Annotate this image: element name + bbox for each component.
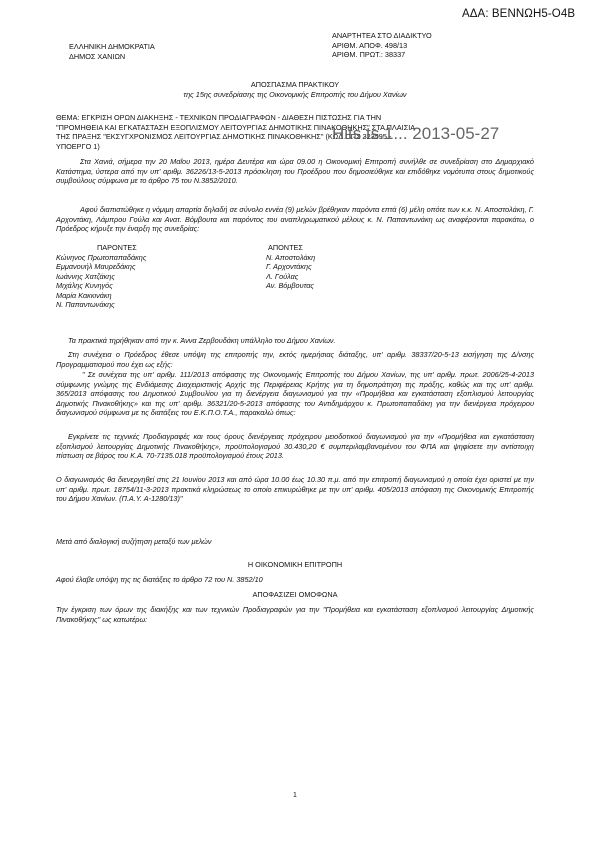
session-line: της 15ης συνεδρίασης της Οικονομικής Επιτροπής του Δήμου Χανίων bbox=[183, 90, 407, 99]
minutes-keeper: Τα πρακτικά τηρήθηκαν από την κ. Άννα Ζερβουδάκη υπάλληλο του Δήμου Χανίων. bbox=[68, 336, 336, 345]
decision-heading: ΑΠΟΦΑΣΙΖΕΙ ΟΜΟΦΩΝΑ bbox=[252, 590, 338, 599]
proposal-intro: Στη συνέχεια ο Πρόεδρος έθεσε υπόψη της επιτροπής την, εκτός ημερήσιας διάταξης, υπ' αριθμ. 38337/20-5-13 εισήγηση της Δ/νσης Προγραμματισμού που έχει ως εξής: bbox=[56, 350, 534, 369]
list-item: Μαρία Κακκινάκη bbox=[56, 290, 112, 300]
proposal-request: Εγκρίνετε τις τεχνικές Προδιαγραφές και τους όρους διενέργειας πρόχειρου μειοδοτικού διαγωνισμού για την «Προμήθεια και εγκατάσταση εξοπλισμού λειτουργίας Δημοτικής Πινακοθήκης», προϋπολογισμού 30.430,20 € συμπεριλαμβανομένου του ΦΠΑ και ψηφίσετε την αντίστοιχη πίστωση σε βάρος του Κ.Α. 70-7135.018 προϋπολογισμού έτους 2013. bbox=[56, 432, 534, 461]
list-item: Κώνηνος Πρωτοπαπαδάκης bbox=[56, 253, 147, 262]
digital-stamp: Hits.ts.1... 2013-05-27 bbox=[332, 124, 500, 143]
paragraph-quorum: Αφού διαπιστώθηκε η νόμιμη απαρτία δηλαδή σε σύνολο εννέα (9) μελών βρέθηκαν παρόντα επτά (6) μέλη οπότε των κ.κ. Ν. Αποστολάκη, Γ. Αρχοντάκη, Λάμπρου Γούλα και Ανατ. Βόμβουτα και παρόντος του αναπληρωματικού μέλους κ. Ν. Παπαντωνάκη ως αναφέρονται παρακάτω, ο Πρόεδρος κήρυξε την έναρξη της συνεδρίας: bbox=[56, 205, 534, 234]
list-item: Ν. Παπαντωνάκης bbox=[56, 300, 115, 310]
page-number: 1 bbox=[293, 792, 297, 799]
ada-code: ΑΔΑ: ΒΕΝΝΩΗ5-Ο4Β bbox=[462, 8, 576, 20]
list-item: Αν. Βόμβουτας bbox=[266, 281, 314, 291]
decision-number: ΑΡΙΘΜ. ΑΠΟΦ. 498/13 bbox=[332, 40, 408, 50]
stamp-overlay bbox=[0, 124, 595, 150]
list-item: Εμμανουήλ Μαυρεδάκης bbox=[56, 262, 136, 272]
issuer-line: ΕΛΛΗΝΙΚΗ ΔΗΜΟΚΡΑΤΙΑ bbox=[69, 42, 155, 51]
absent-heading: ΑΠΟΝΤΕΣ bbox=[268, 243, 303, 252]
present-heading: ΠΑΡΟΝΤΕΣ bbox=[97, 243, 137, 252]
committee-heading: Η ΟΙΚΟΝΟΜΙΚΗ ΕΠΙΤΡΟΠΗ bbox=[247, 560, 343, 569]
list-item: Λ. Γούλας bbox=[266, 271, 299, 281]
absent-list bbox=[266, 253, 315, 291]
subject-line: ΤΗΣ ΠΡΑΞΗΣ "ΕΚΣΥΓΧΡΟΝΙΣΜΟΣ ΛΕΙΤΟΥΡΓΙΑΣ ΔΗΜΟΤΙΚΗΣ ΠΙΝΑΚΟΘΗΚΗΣ" (ΚΩΔ.ΟΠΣ 323595 - bbox=[56, 132, 392, 141]
paragraph-opening: Στα Χανιά, σήμερα την 20 Μαΐου 2013, ημέρα Δευτέρα και ώρα 09.00 η Οικονομική Επιτροπή συνήλθε σε συνεδρίαση στο Δημαρχιακό Κατάστημα, ύστερα από την υπ' αριθμ. 36226/13-5-2013 πρόσκληση του Προέδρου που δημοσιεύθηκε και επιδόθηκε νομότυπα στους δημοτικούς συμβούλους σύμφωνα με το άρθρο 75 του Ν.3852/2010. bbox=[56, 157, 534, 186]
legal-basis: Αφού έλαβε υπόψη της τις διατάξεις το άρθρο 72 του Ν. 3852/10 bbox=[56, 575, 263, 584]
protocol-number: ΑΡΙΘΜ. ΠΡΩΤ.: 38337 bbox=[332, 50, 406, 59]
list-item: Ιωάννης Χατζάκης bbox=[56, 271, 115, 281]
list-item: Γ. Αρχοντάκης bbox=[266, 262, 312, 272]
decision-text: Την έγκριση των όρων της διακήξης και των τεχνικών Προδιαγραφών για την "Προμήθεια και εγκατάσταση εξοπλισμού λειτουργίας Δημοτικής Πινακοθήκης" ως κατωτέρω: bbox=[56, 605, 534, 624]
list-item: Μιχάλης Κυνηγός bbox=[56, 281, 113, 291]
publication-note: ΑΝΑΡΤΗΤΕΑ ΣΤΟ ΔΙΑΔΙΚΤΥΟ bbox=[332, 31, 432, 40]
reference-block bbox=[332, 31, 432, 60]
extract-title: ΑΠΟΣΠΑΣΜΑ ΠΡΑΚΤΙΚΟΥ bbox=[250, 80, 340, 89]
subject-line: ΘΕΜΑ: ΕΓΚΡΙΣΗ ΟΡΩΝ ΔΙΑΚΗΞΗΣ - ΤΕΧΝΙΚΩΝ ΠΡΟΔΙΑΓΡΑΦΩΝ - ΔΙΑΘΕΣΗ ΠΙΣΤΩΣΗΣ ΓΙΑ ΤΗΝ bbox=[56, 113, 382, 122]
subject-line: ΥΠΟΕΡΓΟ 1) bbox=[56, 141, 100, 151]
proposal-background: " Σε συνέχεια της υπ' αριθμ. 111/2013 απόφασης της Οικονομικής Επιτροπής του Δήμου Χανίων, της υπ' αριθμ. πρωτ. 2006/25-4-2013 σύμφωνης γνώμης της Ενδιάμεσης Διαχειριστικής Αρχής της Περιφέρειας Κρήτης για τη δημοπράτηση της πράξης, καθώς και της υπ' αριθμ. 365/2013 απόφασης του Δημοτικού Συμβουλίου για τη διενέργεια διαγωνισμού για την «Προμήθεια και εγκατάσταση εξοπλισμού λειτουργίας Δημοτικής Πινακοθήκης» και της υπ' αριθμ. 36321/20-5-2013 απόφασης του Αντιδημάρχου κ. Πρωτοπαπαδάκη για την διενέργεια πρόχειρου διαγωνισμού σύμφωνα με τις διατάξεις του Ε.Κ.Π.Ο.Τ.Α., παρακαλώ όπως: bbox=[56, 370, 534, 418]
discussion-note: Μετά από διαλογική συζήτηση μεταξύ των μελών bbox=[56, 537, 212, 546]
tender-schedule: Ο διαγωνισμός θα διενεργηθεί στις 21 Ιουνίου 2013 και από ώρα 10.00 έως 10.30 π.μ. από την επιτροπή διαγωνισμού η οποία έχει οριστεί με την υπ' αριθμ. πρωτ. 18754/11-3-2013 πρακτικά κληρώσεως το οποίο επικυρώθηκε με την υπ' αριθμ. 405/2013 απόφαση της Οικονομικής Επιτροπής του Δήμου Χανίων. (Π.Α.Υ. Α-1280/13)" bbox=[56, 475, 534, 504]
present-list bbox=[56, 253, 146, 309]
subject-line: "ΠΡΟΜΗΘΕΙΑ ΚΑΙ ΕΓΚΑΤΑΣΤΑΣΗ ΕΞΟΠΛΙΣΜΟΥ ΛΕΙΤΟΥΡΓΙΑΣ ΔΗΜΟΤΙΚΗΣ ΠΙΝΑΚΟΘΗΚΗΣ" ΣΤΑ ΠΛΑΙΣΙΑ bbox=[56, 122, 416, 132]
issuer-block bbox=[69, 42, 155, 61]
issuer-line: ΔΗΜΟΣ ΧΑΝΙΩΝ bbox=[69, 51, 126, 61]
list-item: Ν. Αποστολάκη bbox=[266, 253, 316, 262]
